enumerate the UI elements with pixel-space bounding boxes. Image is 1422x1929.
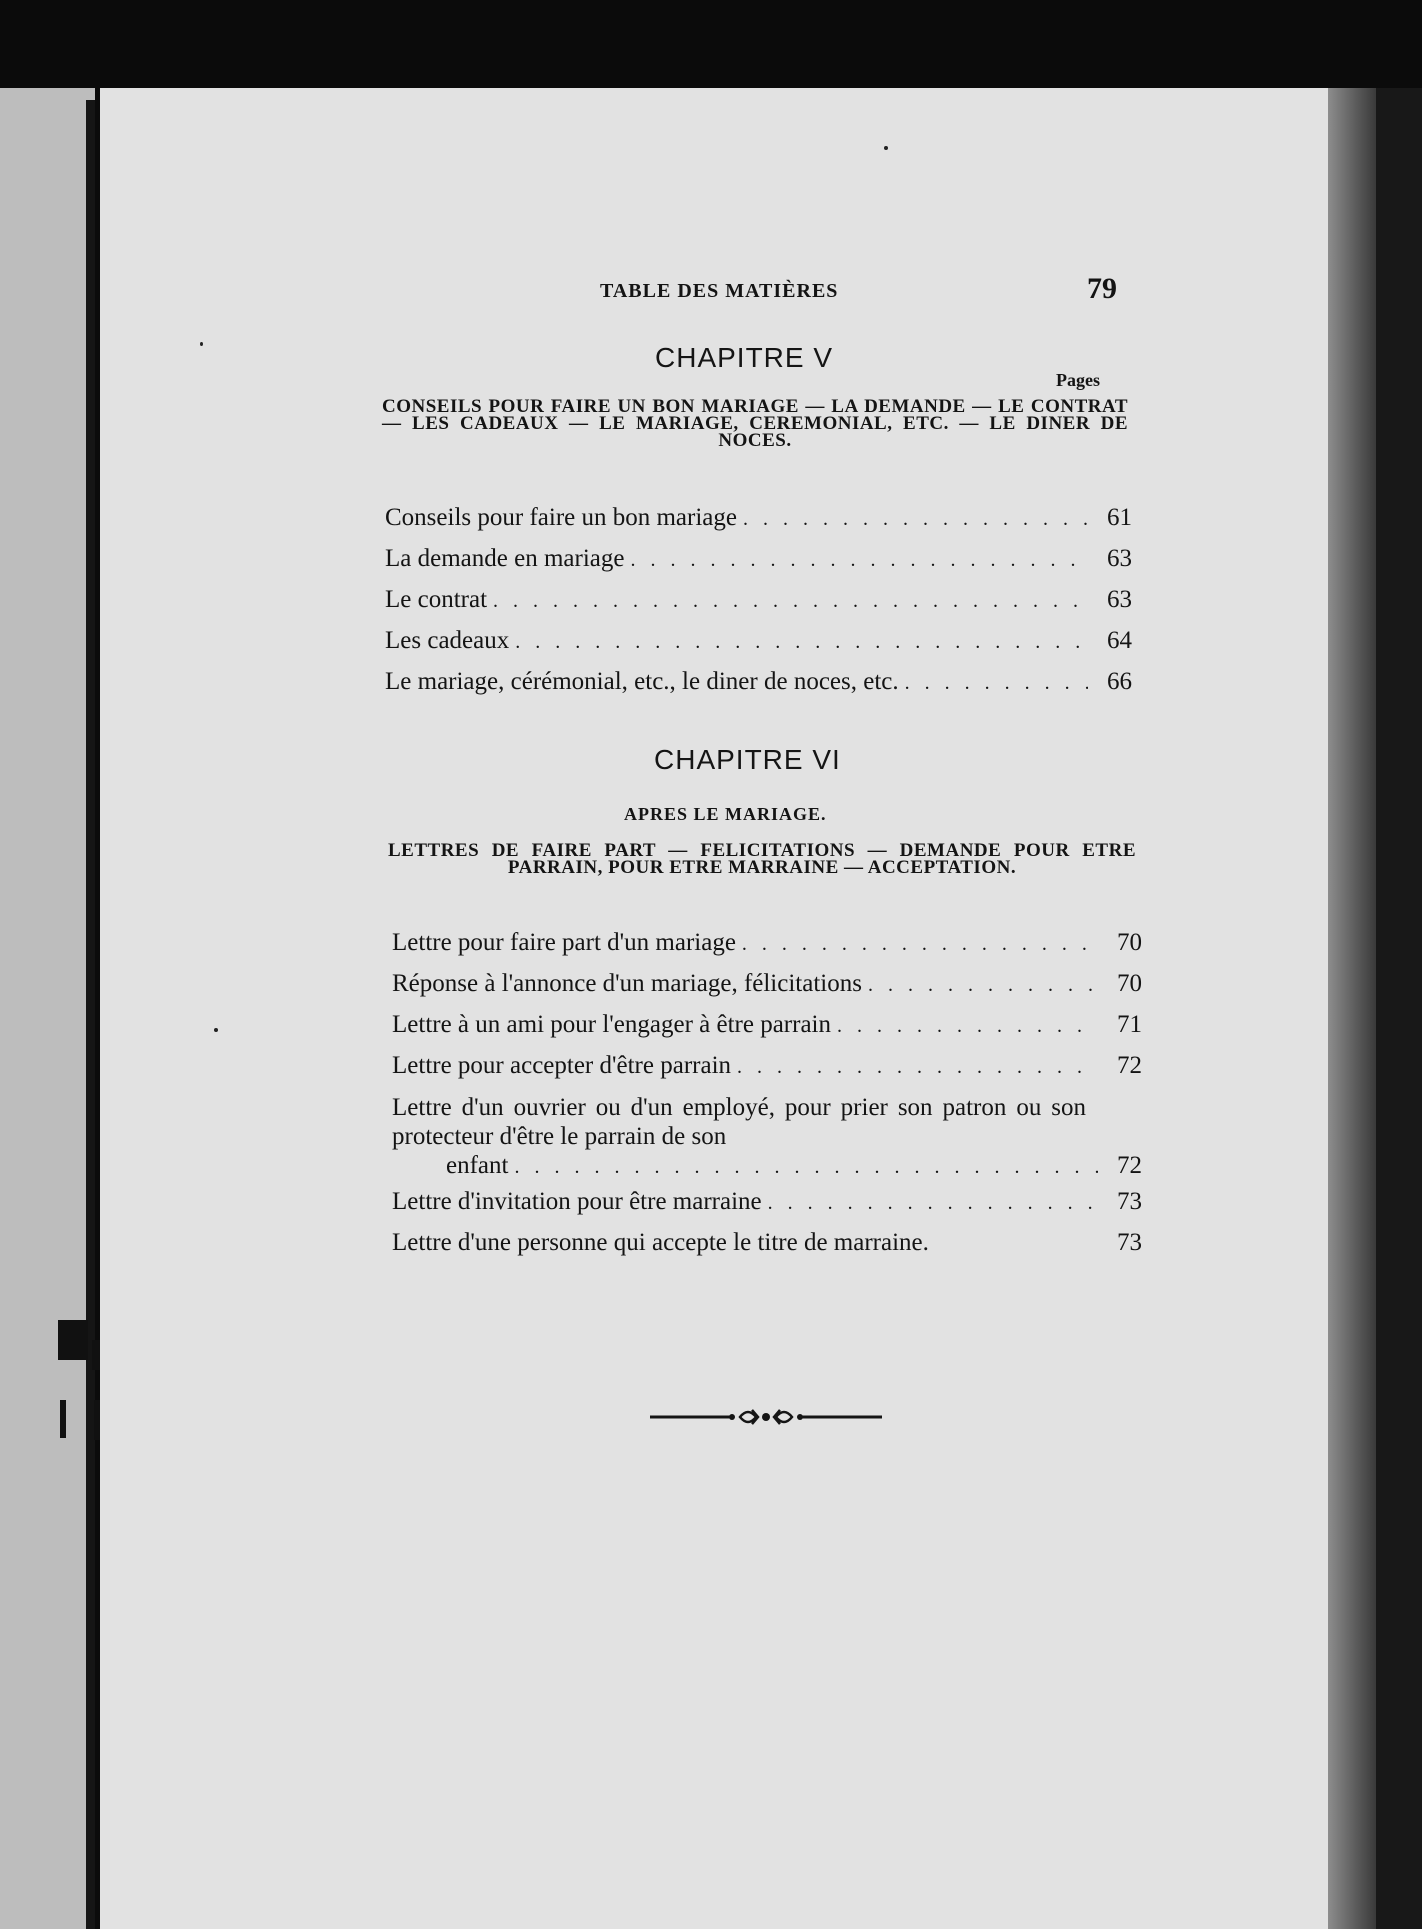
- toc-list: [392, 929, 1142, 1270]
- toc-entry-title: Lettre d'une personne qui accepte le titre de marraine.: [392, 1229, 929, 1256]
- toc-entry-title: Lettre d'invitation pour être marraine: [392, 1188, 762, 1215]
- toc-entry-title: Lettre pour accepter d'être parrain: [392, 1052, 732, 1079]
- gutter-mark: [60, 1400, 66, 1438]
- toc-entry-title: Les cadeaux: [385, 627, 510, 654]
- running-head: TABLE DES MATIÈRES: [600, 280, 839, 302]
- pages-column-label: Pages: [1056, 370, 1100, 390]
- toc-page-number: 63: [1107, 586, 1132, 613]
- dot-leader: [514, 1153, 1098, 1182]
- toc-list: [385, 504, 1132, 709]
- toc-page-number: 73: [1117, 1188, 1142, 1215]
- gutter-shadow: [86, 100, 95, 1929]
- toc-entry-continuation: enfant: [446, 1152, 509, 1179]
- chapter-subtitle: APRES LE MARIAGE.: [624, 804, 827, 824]
- toc-page-number: 66: [1107, 668, 1132, 695]
- page-number: 79: [1087, 272, 1117, 305]
- chapter-summary: CONSEILS POUR FAIRE UN BON MARIAGE — LA DEMANDE — LE CONTRAT — LES CADEAUX — LE MARIAGE, CEREMONIAL, ETC. — LE DINER DE NOCES.: [382, 396, 1128, 451]
- dust-speck: [214, 1028, 218, 1032]
- toc-page-number: 71: [1117, 1011, 1142, 1038]
- toc-entry[interactable]: [392, 1052, 1142, 1093]
- toc-page-number: 70: [1117, 929, 1142, 956]
- toc-page-number: 70: [1117, 970, 1142, 997]
- toc-entry[interactable]: [392, 929, 1142, 970]
- chapter-title: CHAPITRE VI: [654, 744, 841, 775]
- toc-entry[interactable]: [385, 668, 1132, 709]
- toc-entry-title: La demande en mariage: [385, 545, 625, 572]
- toc-page-number: 72: [1117, 1052, 1142, 1079]
- dot-leader: [493, 590, 1088, 613]
- dot-leader: [630, 549, 1088, 572]
- dot-leader: [742, 933, 1098, 956]
- toc-entry[interactable]: [385, 627, 1132, 668]
- dust-speck: [200, 342, 203, 346]
- dot-leader: [837, 1015, 1098, 1038]
- chapter-summary: LETTRES DE FAIRE PART — FELICITATIONS — DEMANDE POUR ETRE PARRAIN, POUR ETRE MARRAINE — ACCEPTATION.: [388, 840, 1136, 878]
- dot-leader: [737, 1056, 1098, 1079]
- toc-entry[interactable]: [385, 586, 1132, 627]
- toc-entry-continuation-line: [392, 1151, 1142, 1182]
- toc-entry[interactable]: [392, 1229, 1142, 1270]
- toc-entry[interactable]: [385, 504, 1132, 545]
- toc-page-number: 64: [1107, 627, 1132, 654]
- dot-leader: [743, 508, 1088, 531]
- toc-entry[interactable]: [392, 1093, 1142, 1182]
- toc-entry-title: Lettre à un ami pour l'engager à être parrain: [392, 1011, 832, 1038]
- dot-leader: [515, 631, 1088, 654]
- toc-entry-title: Le contrat: [385, 586, 488, 613]
- dot-leader: [905, 672, 1088, 695]
- toc-entry-title: Lettre pour faire part d'un mariage: [392, 929, 736, 956]
- toc-page-number: 63: [1107, 545, 1132, 572]
- toc-entry[interactable]: [392, 1011, 1142, 1052]
- dust-speck: [884, 146, 888, 150]
- toc-entry-title: Le mariage, cérémonial, etc., le diner de noces, etc.: [385, 668, 899, 695]
- left-page-fragment: [0, 88, 95, 1929]
- fleuron-ornament-icon: [648, 1402, 884, 1432]
- toc-entry[interactable]: [392, 1188, 1142, 1229]
- toc-entry[interactable]: [392, 970, 1142, 1011]
- gutter-mark: [58, 1320, 88, 1360]
- page-edge-shadow: [1328, 88, 1376, 1929]
- toc-page-number: 72: [1117, 1152, 1142, 1179]
- toc-entry-title: Lettre d'un ouvrier ou d'un employé, pour prier son patron ou son protecteur d'être le parrain de son: [392, 1094, 1086, 1150]
- toc-entry-title: Réponse à l'annonce d'un mariage, félicitations: [392, 970, 862, 997]
- scan-border: [1376, 88, 1422, 1929]
- toc-page-number: 73: [1117, 1229, 1142, 1256]
- toc-entry[interactable]: [385, 545, 1132, 586]
- chapter-title: CHAPITRE V: [655, 342, 834, 373]
- toc-page-number: 61: [1107, 504, 1132, 531]
- dot-leader: [868, 974, 1098, 997]
- dot-leader: [768, 1192, 1098, 1215]
- toc-entry-title: Conseils pour faire un bon mariage: [385, 504, 737, 531]
